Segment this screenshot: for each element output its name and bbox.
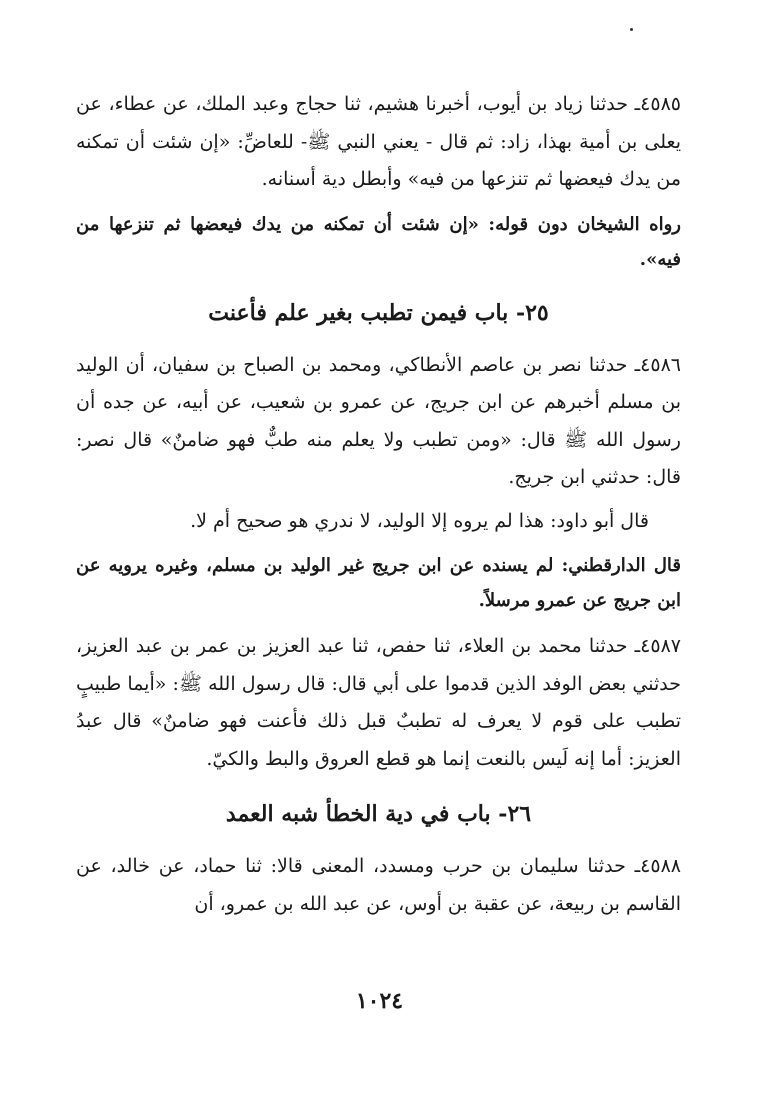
chapter-heading-25: ٢٥- باب فيمن تطبب بغير علم فأعنت xyxy=(208,299,549,326)
hadith-4585: ٤٥٨٥ـ حدثنا زياد بن أيوب، أخبرنا هشيم، ثنا حجاج وعبد الملك، عن عطاء، عن يعلى بن أمية بهذا، زاد: ثم قال - يعني النبي ﷺ- للعاضِّ: «إن شئت أن تمكنه من يدك فيعضها ثم تنزعها من فيه» وأبطل دية أسنانه. xyxy=(76,93,681,190)
hadith-4586: ٤٥٨٦ـ حدثنا نصر بن عاصم الأنطاكي، ومحمد بن الصباح بن سفيان، أن الوليد بن مسلم أخبرهم عن ابن جريج، عن عمرو بن شعيب، عن أبيه، عن جده أن رسول الله ﷺ قال: «ومن تطبب ولا يعلم منه طبٌّ فهو ضامنٌ» قال نصر: قال: حدثني ابن جريج. xyxy=(76,353,681,488)
grading-note-4585: رواه الشيخان دون قوله: «إن شئت أن تمكنه من يدك فيعضها ثم تنزعها من فيه». xyxy=(76,213,681,270)
grading-note-4586: قال الدارقطني: لم يسنده عن ابن جريج غير الوليد بن مسلم، وغيره يرويه عن ابن جريج عن عمرو مرسلاً. xyxy=(76,555,681,611)
hadith-4587: ٤٥٨٧ـ حدثنا محمد بن العلاء، ثنا حفص، ثنا عبد العزيز بن عمر بن عبد العزيز، حدثني بعض الوفد الذين قدموا على أبي قال: قال رسول الله ﷺ: «أيما طبيبٍ تطبب على قوم لا يعرف له تطببٌ قبل ذلك فأعنت فهو ضامنٌ» قال عبدُ العزيز: أما إنه لَيس بالنعت إنما هو قطع العروق والبط والكيّ. xyxy=(76,635,681,770)
corner-dot xyxy=(630,28,633,31)
abu-dawud-comment: قال أبو داود: هذا لم يروه إلا الوليد، لا ندري هو صحيح أم لا. xyxy=(190,509,649,532)
page-number: ١٠٢٤ xyxy=(355,988,404,1014)
chapter-heading-26: ٢٦- باب في دية الخطأ شبه العمد xyxy=(225,801,532,827)
hadith-4588: ٤٥٨٨ـ حدثنا سليمان بن حرب ومسدد، المعنى قالا: ثنا حماد، عن خالد، عن القاسم بن ربيعة، عن عقبة بن أوس، عن عبد الله بن عمرو، أن xyxy=(76,855,681,915)
